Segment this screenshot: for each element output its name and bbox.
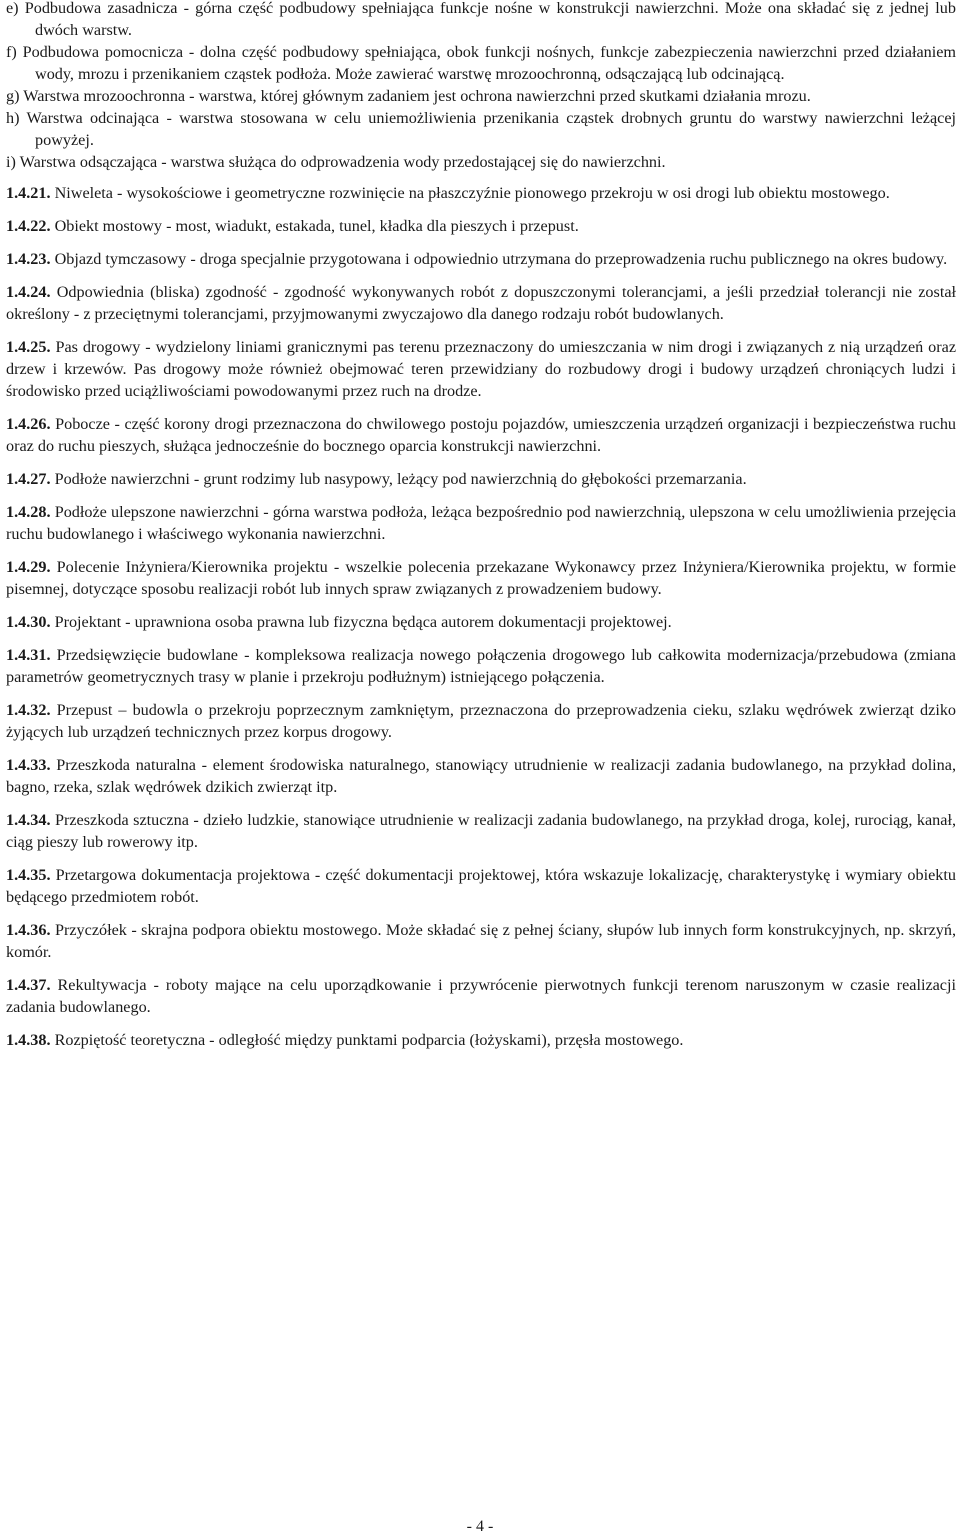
- list-item-h: h) Warstwa odcinająca - warstwa stosowana w celu uniemożliwienia przenikania cząstek drobnych gruntu do warstwy nawierzchni leżącej powyżej.: [6, 109, 956, 149]
- definition-text: Przetargowa dokumentacja projektowa - część dokumentacji projektowej, która wskazuje lokalizację, charakterystykę i wymiary obiektu będącego przedmiotem robót.: [6, 866, 956, 906]
- definition-number: 1.4.24.: [6, 283, 51, 301]
- definition-number: 1.4.35.: [6, 866, 51, 884]
- list-item-g: g) Warstwa mrozoochronna - warstwa, której głównym zadaniem jest ochrona nawierzchni przed skutkami działania mrozu.: [6, 87, 811, 105]
- definition-number: 1.4.33.: [6, 756, 51, 774]
- definition-1-4-31: [6, 644, 956, 688]
- definition-text: Projektant - uprawniona osoba prawna lub fizyczna będąca autorem dokumentacji projektowej.: [54, 613, 672, 631]
- definition-number: 1.4.25.: [6, 338, 51, 356]
- definition-text: Polecenie Inżyniera/Kierownika projektu - wszelkie polecenia przekazane Wykonawcy przez Inżyniera/Kierownika projektu, w formie pisemnej, dotyczące sposobu realizacji robót lub innych spraw związanych z prowadzeniem budowy.: [6, 558, 957, 598]
- definition-number: 1.4.32.: [6, 701, 51, 719]
- definition-text: Podłoże ulepszone nawierzchni - górna warstwa podłoża, leżąca bezpośrednio pod nawierzchnią, ulepszona w celu umożliwienia przejęcia ruchu budowlanego i właściwego wykonania nawierzchni.: [6, 503, 957, 543]
- definition-text: Przepust – budowla o przekroju poprzecznym zamkniętym, przeznaczona do przeprowadzenia cieku, szlaku wędrówek zwierząt dziko żyjących lub urządzeń technicznych przez korpus drogowy.: [6, 701, 957, 741]
- definition-number: 1.4.37.: [6, 976, 51, 994]
- definition-number: 1.4.30.: [6, 613, 51, 631]
- definition-1-4-23: [6, 248, 956, 270]
- definition-1-4-22: [6, 215, 956, 237]
- definition-1-4-28: [6, 501, 956, 545]
- definition-number: 1.4.21.: [6, 184, 51, 202]
- document-page: [6, 0, 956, 1051]
- definition-1-4-30: [6, 611, 956, 633]
- definition-1-4-21: [6, 182, 956, 204]
- definition-number: 1.4.38.: [6, 1031, 51, 1049]
- definition-number: 1.4.27.: [6, 470, 51, 488]
- definition-text: Objazd tymczasowy - droga specjalnie przygotowana i odpowiednio utrzymana do przeprowadzenia ruchu publicznego na okres budowy.: [54, 250, 948, 268]
- definition-text: Przeszkoda sztuczna - dzieło ludzkie, stanowiące utrudnienie w realizacji zadania budowlanego, na przykład droga, kolej, rurociąg, kanał, ciąg pieszy lub rowerowy itp.: [6, 811, 956, 851]
- definition-text: Obiekt mostowy - most, wiadukt, estakada, tunel, kładka dla pieszych i przepust.: [54, 217, 579, 235]
- definition-text: Pas drogowy - wydzielony liniami granicznymi pas terenu przeznaczony do umieszczania w nim drogi i związanych z nią urządzeń oraz drzew i krzewów. Pas drogowy może również obejmować teren przewidziany do rozbudowy drogi i budowy urządzeń chroniących ludzi i środowisko przed uciążliwościami powodowanymi przez ruch na drodze.: [6, 338, 957, 400]
- list-item-f: f) Podbudowa pomocnicza - dolna część podbudowy spełniająca, obok funkcji nośnych, funkcje zabezpieczenia nawierzchni przed działaniem wody, mrozu i przenikaniem cząstek podłoża. Może zawierać warstwę mrozoochronną, odsączającą lub odcinającą.: [6, 43, 956, 83]
- definition-number: 1.4.36.: [6, 921, 51, 939]
- list-item-e: e) Podbudowa zasadnicza - górna część podbudowy spełniająca funkcje nośne w konstrukcji nawierzchni. Może ona składać się z jednej lub dwóch warstw.: [6, 0, 956, 39]
- definition-text: Przeszkoda naturalna - element środowiska naturalnego, stanowiący utrudnienie w realizacji zadania budowlanego, na przykład dolina, bagno, rzeka, szlak wędrówek dzikich zwierząt itp.: [6, 756, 957, 796]
- definition-1-4-35: [6, 864, 956, 908]
- definition-text: Rozpiętość teoretyczna - odległość między punktami podparcia (łożyskami), przęsła mostowego.: [54, 1031, 684, 1049]
- definition-text: Odpowiednia (bliska) zgodność - zgodność wykonywanych robót z dopuszczonymi tolerancjami, a jeśli przedział tolerancji nie został określony - z przeciętnymi tolerancjami, przyjmowanymi zwyczajowo dla danego rodzaju robót budowlanych.: [6, 283, 957, 323]
- definition-1-4-37: [6, 974, 956, 1018]
- list-item-i: i) Warstwa odsączająca - warstwa służąca do odprowadzenia wody przedostającej się do nawierzchni.: [6, 153, 666, 171]
- definition-1-4-25: [6, 336, 956, 402]
- definition-text: Przedsięwzięcie budowlane - kompleksowa realizacja nowego połączenia drogowego lub całkowita modernizacja/przebudowa (zmiana parametrów geometrycznych trasy w planie i przekroju podłużnym) istniejącego połączenia.: [6, 646, 956, 686]
- definition-1-4-26: [6, 413, 956, 457]
- definition-number: 1.4.22.: [6, 217, 51, 235]
- definition-1-4-33: [6, 754, 956, 798]
- definition-text: Niweleta - wysokościowe i geometryczne rozwinięcie na płaszczyźnie pionowego przekroju w osi drogi lub obiektu mostowego.: [54, 184, 890, 202]
- definition-text: Rekultywacja - roboty mające na celu uporządkowanie i przywrócenie pierwotnych funkcji terenom naruszonym w czasie realizacji zadania budowlanego.: [6, 976, 956, 1016]
- definition-text: Przyczółek - skrajna podpora obiektu mostowego. Może składać się z pełnej ściany, słupów lub innych form konstrukcyjnych, np. skrzyń, komór.: [6, 921, 957, 961]
- definition-number: 1.4.23.: [6, 250, 51, 268]
- definition-1-4-24: [6, 281, 956, 325]
- definition-1-4-38: [6, 1029, 956, 1051]
- page-footer: [0, 1518, 960, 1536]
- definition-text: Pobocze - część korony drogi przeznaczona do chwilowego postoju pojazdów, umieszczenia urządzeń organizacji i bezpieczeństwa ruchu oraz do ruchu pieszych, służąca jednocześnie do bocznego oparcia konstrukcji nawierzchni.: [6, 415, 957, 455]
- definition-number: 1.4.29.: [6, 558, 51, 576]
- definition-1-4-29: [6, 556, 956, 600]
- definition-1-4-36: [6, 919, 956, 963]
- definition-1-4-27: [6, 468, 956, 490]
- definition-number: 1.4.31.: [6, 646, 51, 664]
- definition-text: Podłoże nawierzchni - grunt rodzimy lub nasypowy, leżący pod nawierzchnią do głębokości przemarzania.: [54, 470, 747, 488]
- definition-number: 1.4.28.: [6, 503, 51, 521]
- definition-number: 1.4.34.: [6, 811, 51, 829]
- page-number: - 4 -: [466, 1518, 494, 1535]
- definition-number: 1.4.26.: [6, 415, 51, 433]
- definition-1-4-32: [6, 699, 956, 743]
- definition-1-4-34: [6, 809, 956, 853]
